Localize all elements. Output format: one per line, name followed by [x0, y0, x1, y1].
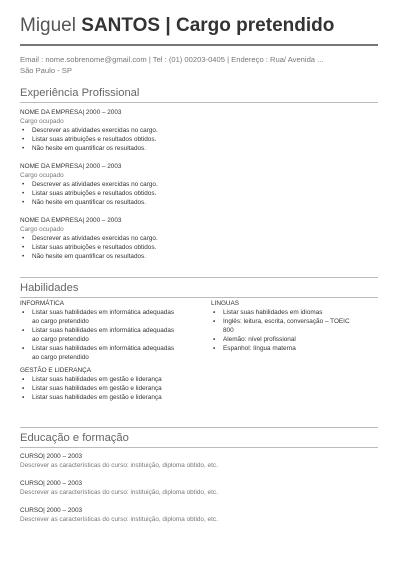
header-divider [20, 44, 378, 46]
list-item: ▪ Listar suas habilidades em gestão e liderança [20, 393, 210, 402]
list-item [211, 335, 376, 344]
job-entry [20, 108, 378, 153]
list-item-text: ▪ Listar suas habilidades em informática adequadas [32, 345, 175, 352]
list-item [211, 317, 376, 335]
course-name: CURSO| 2000 – 2003 [20, 453, 83, 460]
section-title: Experiência Profissional [20, 87, 140, 99]
job-company: NOME DA EMPRESA| 2000 – 2003 [20, 163, 122, 170]
section-title: Educação e formação [20, 432, 129, 444]
list-item-text: ▪ Listar suas habilidades em informática adequadas [32, 309, 175, 316]
section-title: Habilidades [20, 282, 79, 294]
education-section [20, 431, 378, 524]
list-item [211, 308, 376, 317]
course-description: Descrever as características do curso: instituição, diploma obtido, etc. [20, 489, 218, 496]
skills-left-column [20, 299, 210, 402]
list-item: • Descrever as atividades exercidas no cargo. [20, 234, 378, 243]
list-item-text: ▪ Espanhol: língua materna [223, 345, 296, 352]
contact-line: Email : nome.sobrenome@gmail.com | Tel : (01) 00203-0405 | Endereço : Rua/ Avenida ... [20, 55, 324, 64]
list-item [20, 308, 210, 326]
course-description: Descrever as características do curso: instituição, diploma obtido, etc. [20, 516, 218, 523]
list-item-text: 800 [223, 327, 234, 334]
job-entry [20, 216, 378, 261]
list-item: • Listar suas atribuições e resultados obtidos. [20, 135, 378, 144]
job-role: Cargo ocupado [20, 226, 64, 233]
job-role: Cargo ocupado [20, 118, 64, 125]
contact-info [20, 55, 378, 76]
section-divider [20, 447, 378, 448]
skill-list [211, 308, 376, 353]
first-name: Miguel [20, 15, 76, 36]
list-item: • Descrever as atividades exercidas no cargo. [20, 126, 378, 135]
course-name: CURSO| 2000 – 2003 [20, 507, 83, 514]
contact-line: São Paulo - SP [20, 65, 72, 75]
list-item-text: ▪ Listar suas habilidades em idiomas [223, 309, 323, 316]
list-item: • Listar suas atribuições e resultados obtidos. [20, 243, 378, 252]
course-entry [20, 479, 378, 497]
name-heading [20, 14, 378, 38]
list-item-text: ▪ Inglês: leitura, escrita, conversação – TOEIC [223, 318, 350, 325]
list-item: • Não hesite em quantificar os resultados. [20, 198, 378, 207]
section-divider [20, 102, 378, 103]
skill-group-title: INFORMÁTICA [20, 300, 65, 307]
name-separator: | [165, 15, 171, 36]
skill-group-title: LINGUAS [211, 300, 240, 307]
list-item: ▪ Listar suas habilidades em gestão e liderança [20, 375, 210, 384]
skill-list [20, 375, 210, 402]
list-item-text: ▪ Alemão: nível profissional [223, 336, 296, 343]
desired-role: Cargo pretendido [176, 15, 335, 36]
list-item: • Não hesite em quantificar os resultados. [20, 144, 378, 153]
list-item [211, 344, 376, 353]
list-item-text: ao cargo pretendido [32, 336, 89, 343]
section-divider [20, 427, 378, 428]
job-company: NOME DA EMPRESA| 2000 – 2003 [20, 217, 122, 224]
course-name: CURSO| 2000 – 2003 [20, 480, 83, 487]
list-item [20, 326, 210, 344]
job-company: NOME DA EMPRESA| 2000 – 2003 [20, 109, 122, 116]
list-item-text: ▪ Listar suas habilidades em informática adequadas [32, 327, 175, 334]
job-bullets [20, 126, 378, 153]
job-role: Cargo ocupado [20, 172, 64, 179]
job-bullets [20, 180, 378, 207]
skills-right-column [211, 299, 376, 353]
job-entry [20, 162, 378, 207]
skill-group-title: GESTÃO E LIDERANÇA [20, 367, 92, 374]
course-entry [20, 452, 378, 470]
experience-section [20, 86, 378, 261]
section-divider [20, 297, 378, 298]
skills-section [20, 281, 378, 416]
course-entry [20, 506, 378, 524]
section-divider [20, 277, 378, 278]
last-name: SANTOS [81, 15, 161, 36]
job-bullets [20, 234, 378, 261]
skill-list [20, 308, 210, 362]
list-item: • Não hesite em quantificar os resultados. [20, 252, 378, 261]
list-item [20, 344, 210, 362]
list-item-text: ao cargo pretendido [32, 354, 89, 361]
list-item: ▪ Listar suas habilidades em gestão e liderança [20, 384, 210, 393]
course-description: Descrever as características do curso: instituição, diploma obtido, etc. [20, 462, 218, 469]
list-item: • Listar suas atribuições e resultados obtidos. [20, 189, 378, 198]
resume-header [20, 14, 378, 76]
list-item-text: ao cargo pretendido [32, 318, 89, 325]
list-item: • Descrever as atividades exercidas no cargo. [20, 180, 378, 189]
